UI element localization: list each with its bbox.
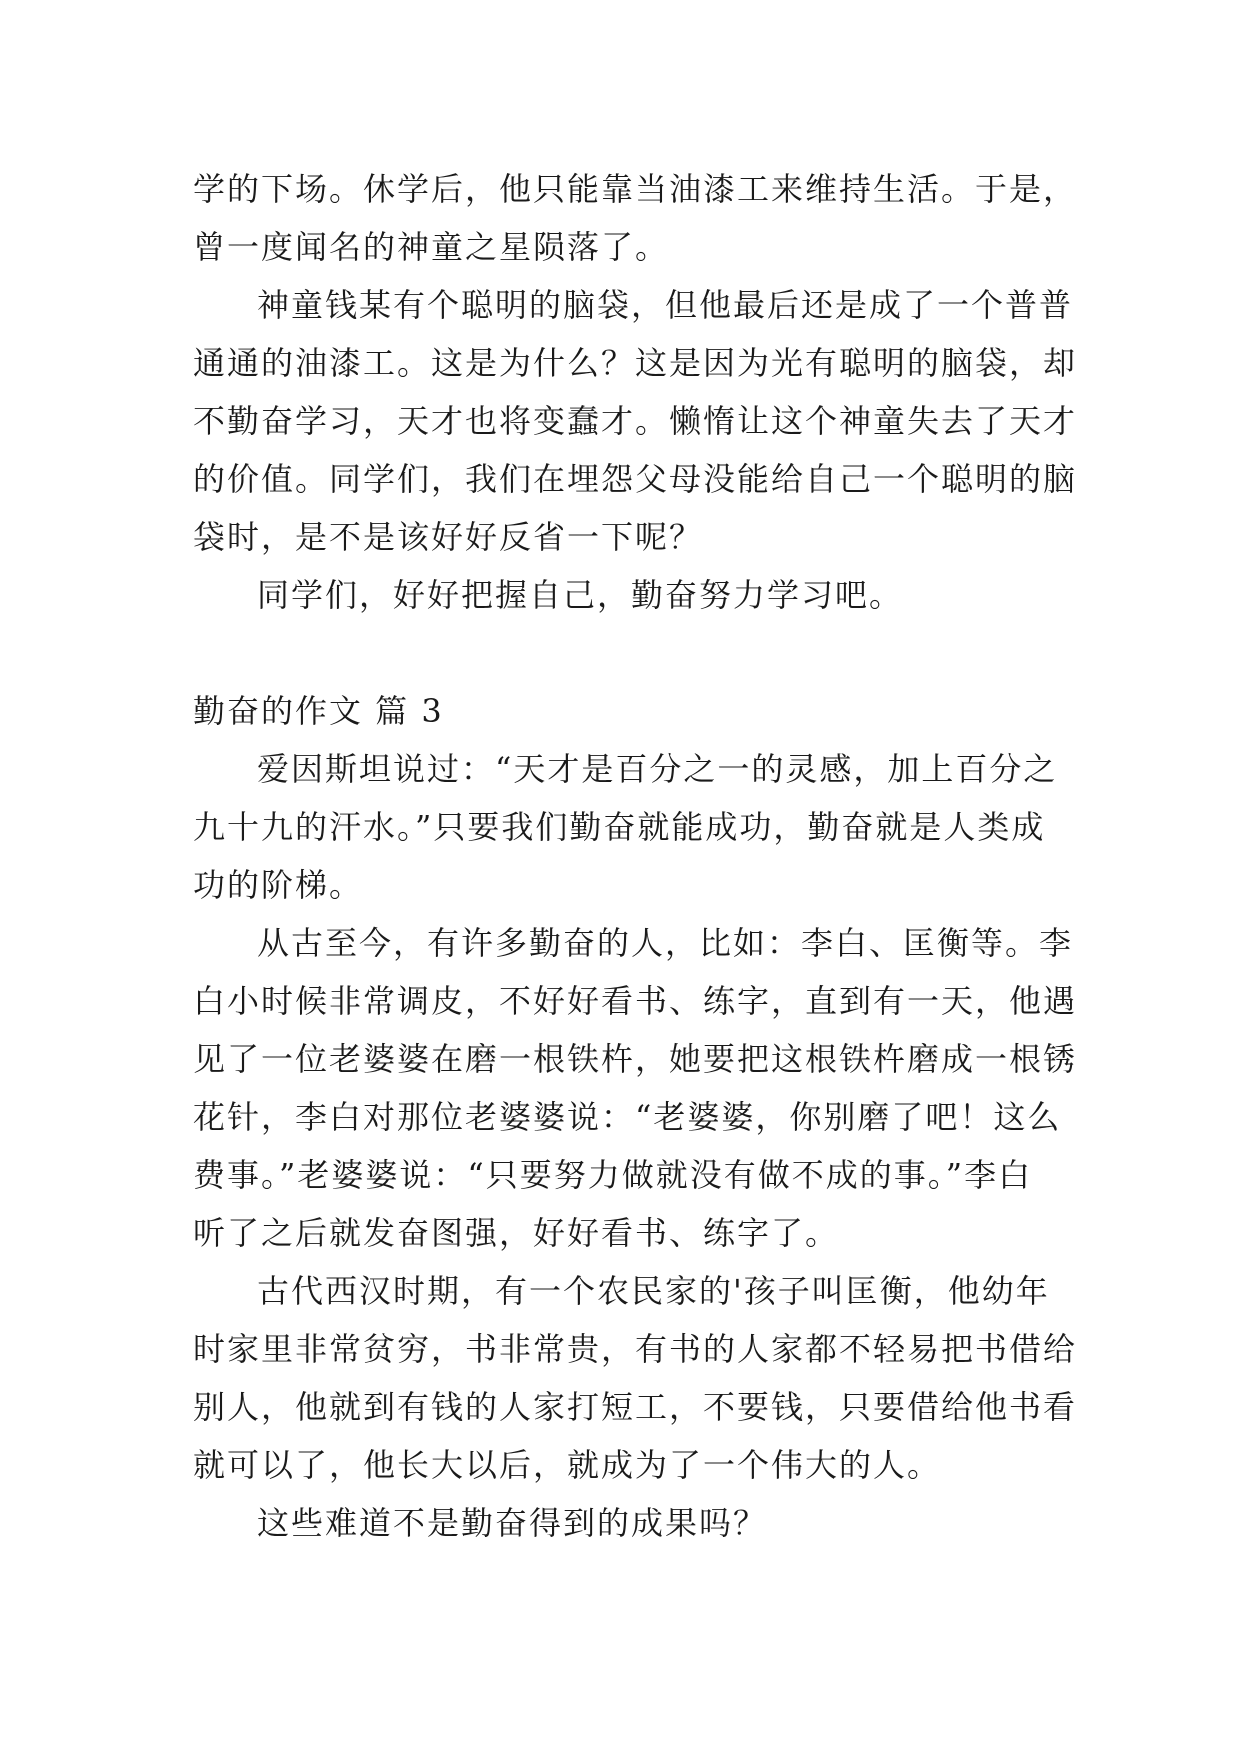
document-page: [193, 160, 1078, 1552]
paragraph: [193, 740, 1058, 914]
text-line: 曾一度闻名的神童之星陨落了。: [193, 228, 670, 266]
text-line: 神童钱某有个聪明的脑袋，但他最后还是成了一个普普: [257, 286, 1074, 324]
text-line: 时家里非常贫穷，书非常贵，有书的人家都不轻易把书借给: [193, 1330, 1078, 1368]
text-line: 见了一位老婆婆在磨一根铁杵，她要把这根铁杵磨成一根锈: [193, 1040, 1078, 1078]
text-line: 通通的油漆工。这是为什么？这是因为光有聪明的脑袋，却: [193, 344, 1078, 382]
paragraph: [193, 276, 1078, 566]
section-spacer: [193, 624, 1053, 682]
paragraph: [193, 914, 1078, 1262]
paragraph: [193, 160, 1078, 276]
text-line: 学的下场。休学后，他只能靠当油漆工来维持生活。于是，: [193, 170, 1078, 208]
section-title: 勤奋的作文 篇 3: [193, 692, 444, 730]
paragraph: [193, 1262, 1078, 1494]
text-line: 就可以了，他长大以后，就成为了一个伟大的人。: [193, 1446, 942, 1484]
text-line: 袋时，是不是该好好反省一下呢？: [193, 518, 704, 556]
text-line: 从古至今，有许多勤奋的人，比如：李白、匡衡等。李: [257, 924, 1074, 962]
paragraph: [193, 1494, 1053, 1552]
text-line: 同学们，好好把握自己，勤奋努力学习吧。: [257, 576, 904, 614]
text-line: 的价值。同学们，我们在埋怨父母没能给自己一个聪明的脑: [193, 460, 1078, 498]
text-line: 别人，他就到有钱的人家打短工，不要钱，只要借给他书看: [193, 1388, 1078, 1426]
text-line: 白小时候非常调皮，不好好看书、练字，直到有一天，他遇: [193, 982, 1078, 1020]
text-line: 听了之后就发奋图强，好好看书、练字了。: [193, 1214, 840, 1252]
text-line: 这些难道不是勤奋得到的成果吗？: [257, 1504, 768, 1542]
text-line: 九十九的汗水。”只要我们勤奋就能成功，勤奋就是人类成: [193, 808, 1046, 846]
text-line: 功的阶梯。: [193, 866, 364, 904]
text-line: 爱因斯坦说过：“天才是百分之一的灵感，加上百分之: [257, 750, 1058, 788]
text-line: 不勤奋学习，天才也将变蠢才。懒惰让这个神童失去了天才: [193, 402, 1078, 440]
text-line: 古代西汉时期，有一个农民家的'孩子叫匡衡，他幼年: [257, 1272, 1050, 1310]
paragraph: [193, 566, 1053, 624]
text-line: 花针，李白对那位老婆婆说：“老婆婆，你别磨了吧！这么: [193, 1098, 1062, 1136]
text-line: 费事。”老婆婆说：“只要努力做就没有做不成的事。”李白: [193, 1156, 1033, 1194]
